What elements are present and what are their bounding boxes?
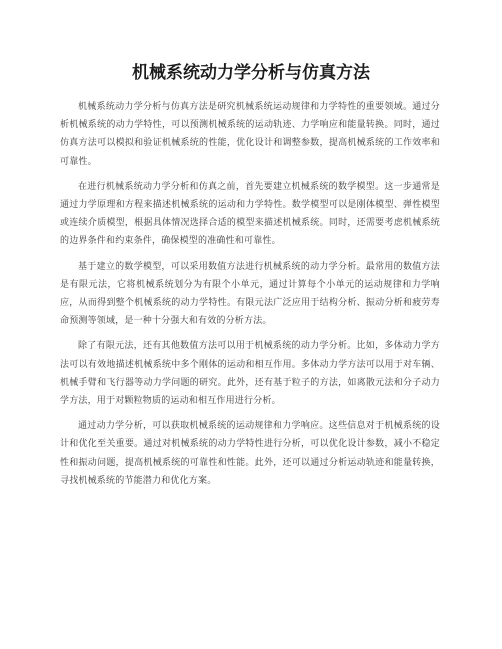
paragraph-3: 基于建立的数学模型，可以采用数值方法进行机械系统的动力学分析。最常用的数值方法是有限元法，它将机械系统划分为有限个小单元，通过计算每个小单元的运动规律和力学响应，从而得到整个机械系统的动力学特性。有限元法广泛应用于结构分析、振动分析和疲劳寿命预测等领域，是一种十分强大和有效的分析方法。	[60, 261, 440, 327]
paragraph-4: 除了有限元法，还有其他数值方法可以用于机械系统的动力学分析。比如，多体动力学方法可以有效地描述机械系统中多个刚体的运动和相互作用。多体动力学方法可以用于对车辆、机械手臂和飞行器等动力学问题的研究。此外，还有基于粒子的方法，如离散元法和分子动力学方法，用于对颗粒物质的运动和相互作用进行分析。	[60, 341, 440, 407]
document-title: 机械系统动力学分析与仿真方法	[132, 63, 370, 83]
paragraph-5: 通过动力学分析，可以获取机械系统的运动规律和力学响应。这些信息对于机械系统的设计和优化至关重要。通过对机械系统的动力学特性进行分析，可以优化设计参数，减小不稳定性和振动问题，提高机械系统的可靠性和性能。此外，还可以通过分析运动轨迹和能量转换，寻找机械系统的节能潜力和优化方案。	[60, 421, 440, 486]
paragraph-2: 在进行机械系统动力学分析和仿真之前，首先要建立机械系统的数学模型。这一步通常是通过力学原理和方程来描述机械系统的运动和力学特性。数学模型可以是刚体模型、弹性模型或连续介质模型，根据具体情况选择合适的模型来描述机械系统。同时，还需要考虑机械系统的边界条件和约束条件，确保模型的准确性和可靠性。	[60, 181, 440, 247]
document-body	[60, 98, 440, 497]
paragraph-1: 机械系统动力学分析与仿真方法是研究机械系统运动规律和力学特性的重要领域。通过分析机械系统的动力学特性，可以预测机械系统的运动轨迹、力学响应和能量转换。同时，通过仿真方法可以模拟和验证机械系统的性能，优化设计和调整参数，提高机械系统的工作效率和可靠性。	[60, 102, 440, 167]
